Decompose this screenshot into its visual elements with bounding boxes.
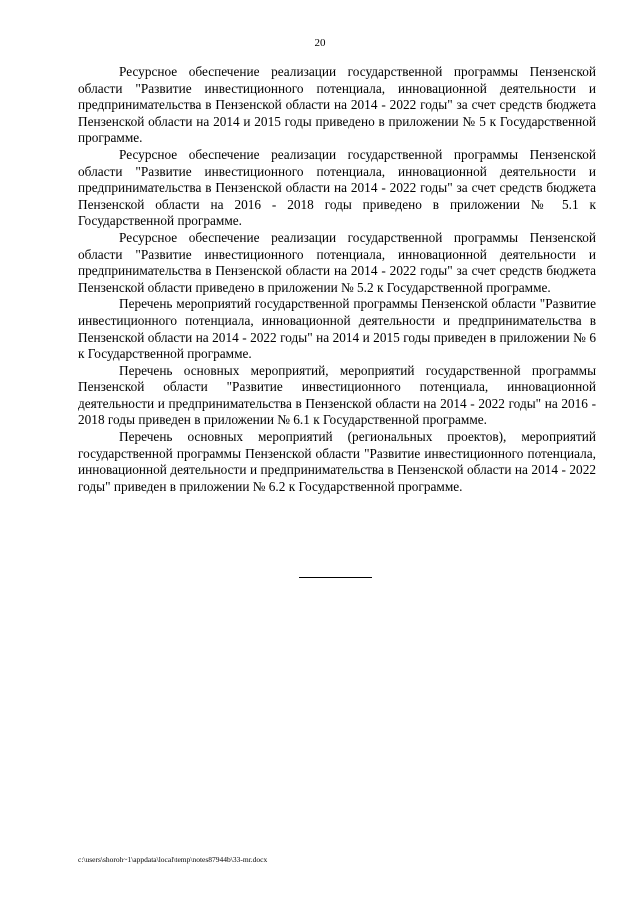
paragraph-resource-2016-2018: Ресурсное обеспечение реализации государственной программы Пензенской области "Развитие инвестиционного потенциала, инновационной деятельности и предпринимательства в Пензенской области на 2014 - 2022 годы" за счет средств бюджета Пензенской области на 2016 - 2018 годы приведено в приложении № 5.1 к Государственной программе. xyxy=(78,146,596,229)
separator-line xyxy=(299,577,372,578)
page-number: 20 xyxy=(314,37,326,49)
paragraph-activities-2014-2015: Перечень мероприятий государственной программы Пензенской области "Развитие инвестиционного потенциала, инновационной деятельности и предпринимательства в Пензенской области на 2014 - 2022 годы" на 2014 и 2015 годы приведен в приложении № 6 к Государственной программе. xyxy=(78,296,596,362)
document-body xyxy=(78,64,596,495)
paragraph-activities-2016-2018: Перечень основных мероприятий, мероприятий государственной программы Пензенской области "Развитие инвестиционного потенциала, инновационной деятельности и предпринимательства в Пензенской области на 2014 - 2022 годы" на 2016 - 2018 годы приведен в приложении № 6.1 к Государственной программе. xyxy=(78,362,596,428)
footer-file-path: c:\users\shoroh~1\appdata\local\temp\notes87944b\33-mr.docx xyxy=(78,855,268,864)
paragraph-resource-2014-2015: Ресурсное обеспечение реализации государственной программы Пензенской области "Развитие инвестиционного потенциала, инновационной деятельности и предпринимательства в Пензенской области на 2014 - 2022 годы" за счет средств бюджета Пензенской области на 2014 и 2015 годы приведено в приложении № 5 к Государственной программе. xyxy=(78,64,596,146)
paragraph-activities-regional: Перечень основных мероприятий (региональных проектов), мероприятий государственной программы Пензенской области "Развитие инвестиционного потенциала, инновационной деятельности и предпринимательства в Пензенской области на 2014 - 2022 годы" приведен в приложении № 6.2 к Государственной программе. xyxy=(78,429,596,494)
paragraph-resource-general: Ресурсное обеспечение реализации государственной программы Пензенской области "Развитие инвестиционного потенциала, инновационной деятельности и предпринимательства в Пензенской области на 2014 - 2022 годы" за счет средств бюджета Пензенской области приведено в приложении № 5.2 к Государственной программе. xyxy=(78,229,596,295)
